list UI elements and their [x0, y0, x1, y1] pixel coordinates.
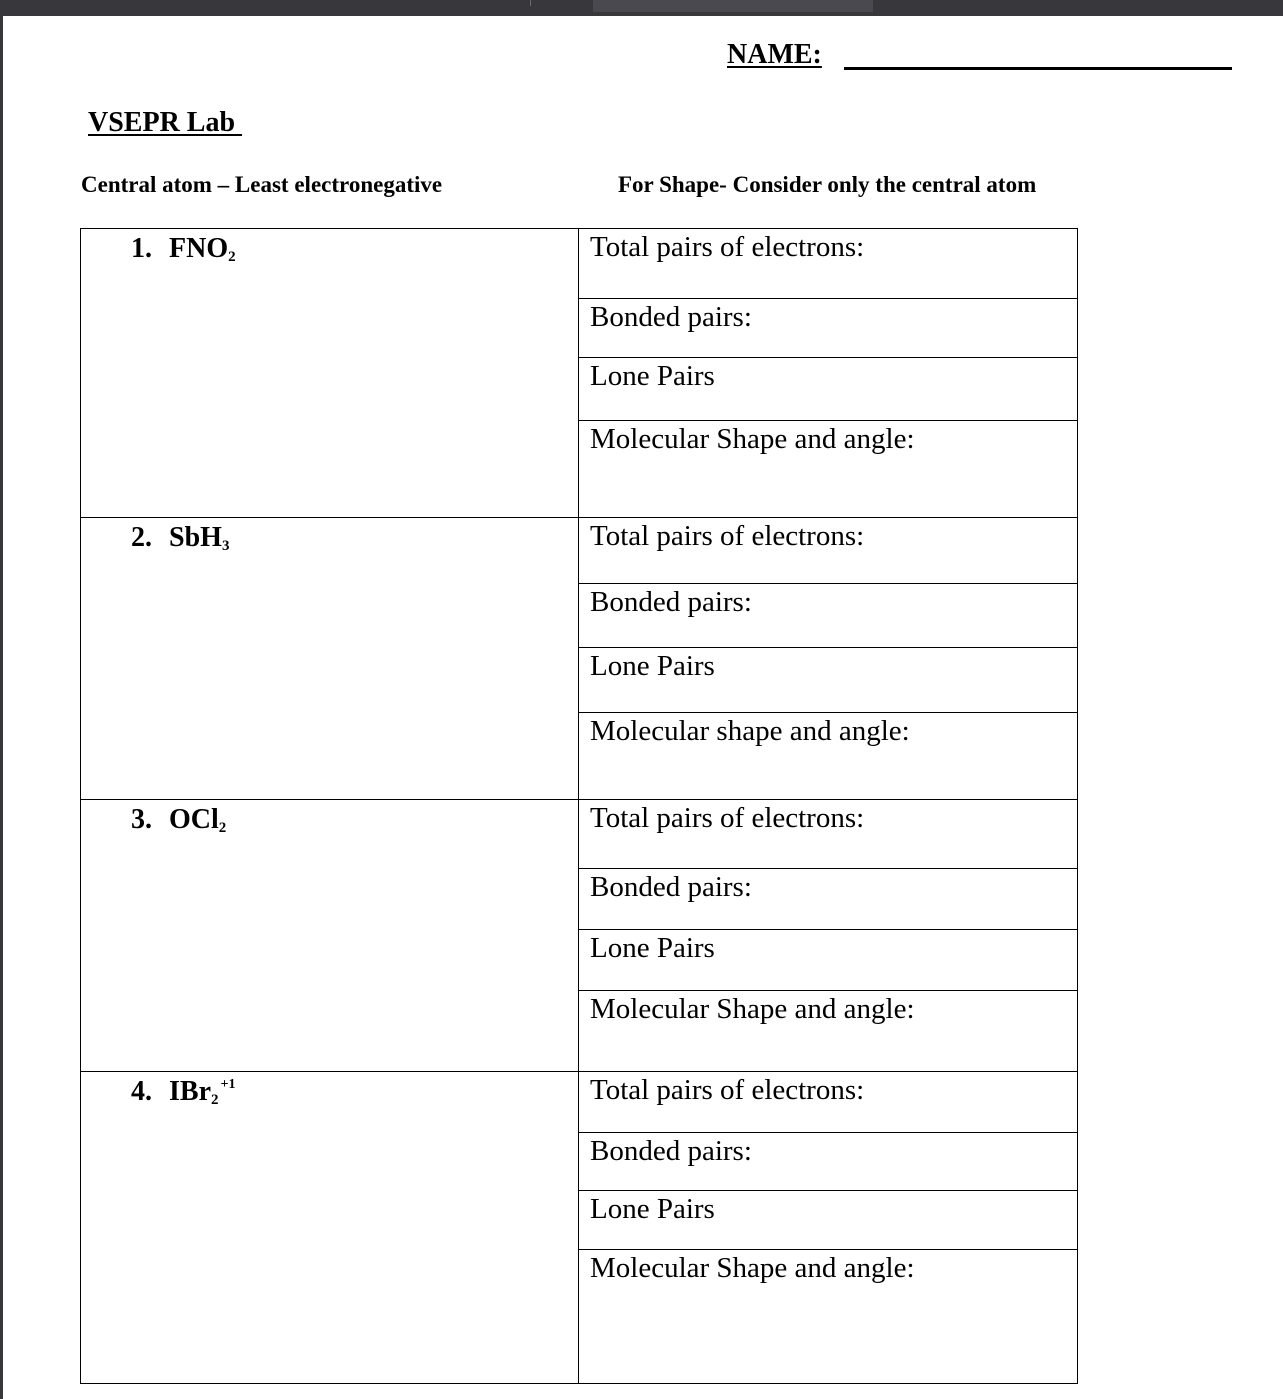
answer-fields-1	[579, 229, 1077, 517]
formula-subscript: 2	[218, 820, 227, 836]
toolbar-divider	[530, 0, 531, 6]
total-pairs-field[interactable]: Total pairs of electrons:	[579, 518, 1077, 584]
formula-subscript: 2	[211, 1092, 219, 1108]
problem-row-1	[81, 229, 1077, 518]
problem-row-4	[81, 1072, 1077, 1383]
formula-main: FNO	[169, 233, 229, 264]
problem-row-2	[81, 518, 1077, 800]
formula-subscript: 3	[221, 538, 230, 554]
name-label: NAME:	[727, 39, 822, 70]
shape-note: For Shape- Consider only the central atom	[618, 172, 1037, 197]
bonded-pairs-field[interactable]: Bonded pairs:	[579, 299, 1077, 358]
formula-charge: +1	[220, 1077, 236, 1092]
formula-main: IBr	[169, 1076, 211, 1107]
bonded-pairs-field[interactable]: Bonded pairs:	[579, 584, 1077, 648]
formula-subscript: 2	[228, 249, 236, 265]
problem-number: 1.	[131, 233, 152, 264]
worksheet-title: VSEPR Lab	[88, 107, 243, 138]
total-pairs-field[interactable]: Total pairs of electrons:	[579, 229, 1077, 299]
total-pairs-field[interactable]: Total pairs of electrons:	[579, 800, 1077, 869]
central-atom-note: Central atom – Least electronegative	[81, 172, 443, 197]
bonded-pairs-field[interactable]: Bonded pairs:	[579, 869, 1077, 930]
formula-cell-3	[81, 800, 579, 1071]
molecular-shape-field[interactable]: Molecular shape and angle:	[590, 715, 910, 748]
bonded-pairs-field[interactable]: Bonded pairs:	[579, 1133, 1077, 1191]
formula-cell-4	[81, 1072, 579, 1383]
problem-row-3	[81, 800, 1077, 1072]
answer-fields-2	[579, 518, 1077, 799]
molecular-shape-field[interactable]: Molecular Shape and angle:	[590, 993, 915, 1026]
problem-number: 3.	[131, 804, 152, 835]
answer-fields-3	[579, 800, 1077, 1071]
lone-pairs-field[interactable]: Lone Pairs	[579, 358, 1077, 422]
problem-number: 2.	[131, 522, 152, 553]
document-tab[interactable]	[593, 0, 873, 12]
total-pairs-field[interactable]: Total pairs of electrons:	[579, 1072, 1077, 1133]
page-left-edge	[0, 16, 3, 1399]
lone-pairs-field[interactable]: Lone Pairs	[579, 1191, 1077, 1250]
formula-2	[131, 522, 229, 554]
formula-1	[131, 233, 236, 265]
formula-3	[131, 804, 226, 836]
name-field	[727, 38, 822, 72]
viewer-toolbar	[0, 0, 1283, 16]
formula-main: OCl	[169, 804, 219, 835]
molecular-shape-field[interactable]: Molecular Shape and angle:	[590, 423, 915, 456]
answer-fields-4	[579, 1072, 1077, 1383]
problem-number: 4.	[131, 1076, 152, 1107]
formula-main: SbH	[169, 522, 222, 553]
formula-cell-1	[81, 229, 579, 517]
formula-4	[131, 1076, 235, 1108]
lone-pairs-field[interactable]: Lone Pairs	[579, 930, 1077, 992]
vsepr-table	[80, 228, 1078, 1384]
name-blank-line	[844, 67, 1232, 70]
formula-cell-2	[81, 518, 579, 799]
molecular-shape-field[interactable]: Molecular Shape and angle:	[590, 1252, 915, 1284]
lone-pairs-field[interactable]: Lone Pairs	[579, 648, 1077, 714]
